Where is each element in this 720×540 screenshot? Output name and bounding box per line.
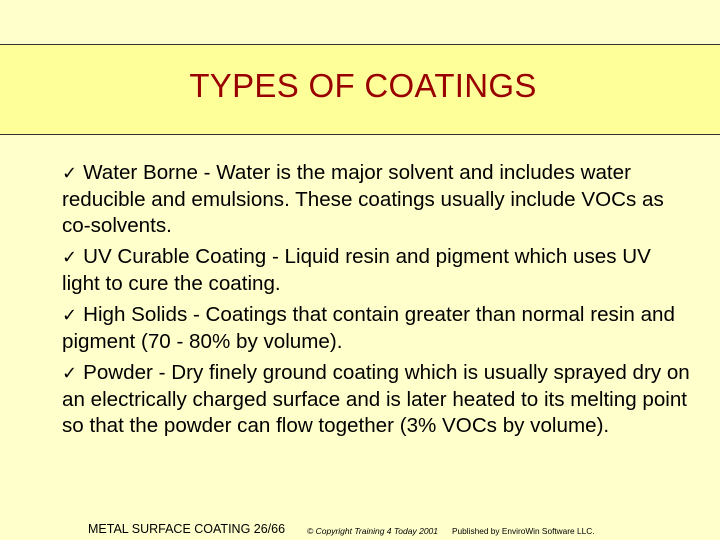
bullet-text: Water Borne - Water is the major solvent and includes water reducible and emulsions. These coatings usually include VOCs as co-solvents. [62,161,664,237]
bullet-text: High Solids - Coatings that contain greater than normal resin and pigment (70 - 80% by volume). [62,303,675,353]
checkmark-icon: ✓ [62,247,78,268]
bullet-item-water-borne [62,160,692,239]
bullet-item-powder [62,360,692,439]
title-band [0,44,720,135]
bullet-list [62,160,692,444]
bullet-item-uv-curable [62,244,692,297]
bullet-text: Powder - Dry finely ground coating which is usually sprayed dry on an electrically charged surface and is later heated to its melting point so that the powder can flow together (3% VOCs by volume). [62,361,690,437]
checkmark-icon: ✓ [62,305,78,326]
footer-copyright: © Copyright Training 4 Today 2001 [307,526,439,536]
footer-page-label: METAL SURFACE COATING 26/66 [88,522,286,536]
checkmark-icon: ✓ [62,163,78,184]
slide-title: TYPES OF COATINGS [189,67,537,104]
bullet-item-high-solids [62,302,692,355]
checkmark-icon: ✓ [62,363,78,384]
bullet-text: UV Curable Coating - Liquid resin and pigment which uses UV light to cure the coating. [62,245,651,295]
footer-publisher: Published by EnviroWin Software LLC. [452,526,595,536]
